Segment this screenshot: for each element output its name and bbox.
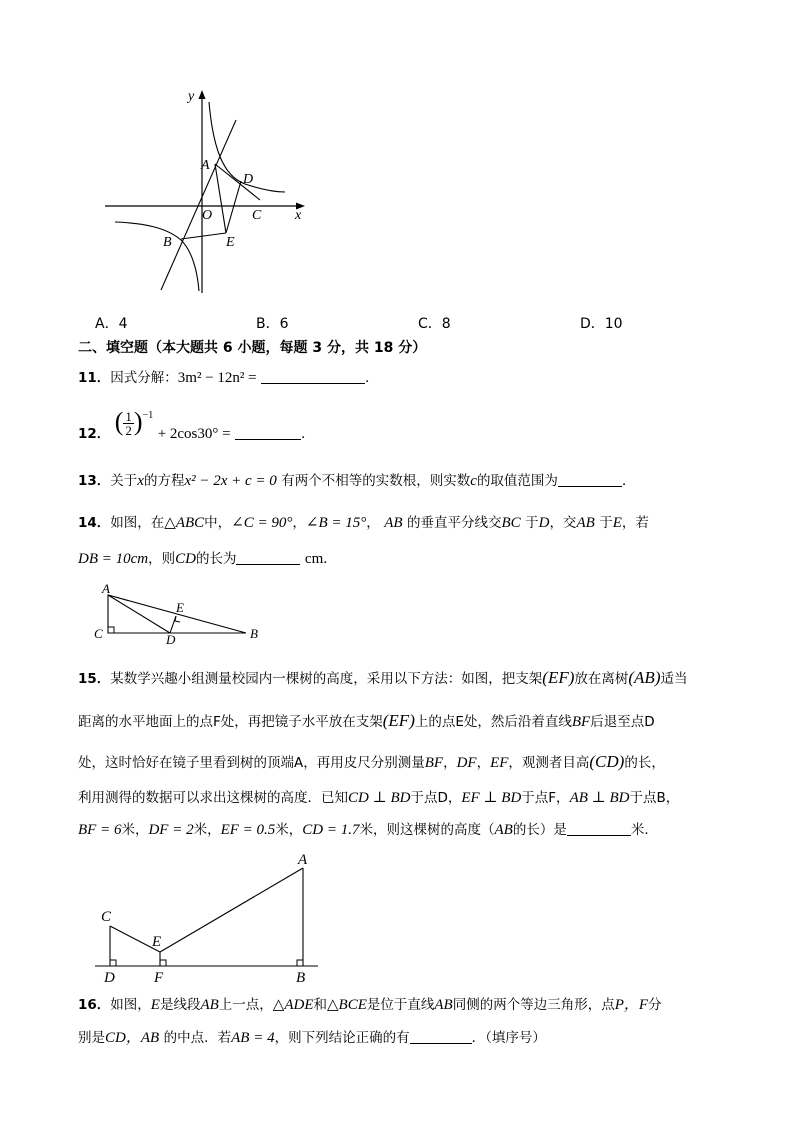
q14-angle-c: ∠C = 90° (231, 515, 293, 531)
q16-l2-cd: CD，AB (105, 1030, 160, 1046)
option-a: A．4 (95, 316, 128, 332)
q12-paren-close: ) (133, 407, 143, 436)
q13-t4: 的取值范围为 (476, 473, 558, 489)
q15-l5-i: 的长）是 (512, 822, 567, 838)
tree-mirror-figure (90, 848, 330, 988)
question-15 (78, 669, 687, 688)
q15-fig-b: B (296, 970, 306, 986)
q16-t7: 分 (648, 997, 662, 1013)
q15-l2-ef: (EF) (382, 711, 415, 730)
question-13 (78, 472, 635, 490)
label-a: A (201, 158, 210, 173)
label-e: E (226, 235, 235, 250)
q14-db: DB = 10cm (78, 551, 149, 567)
q13-var-x: x (137, 473, 144, 489)
q13-answer-blank[interactable] (558, 472, 622, 487)
q14-fig-d: D (166, 632, 176, 647)
q16-number: 16． (78, 997, 111, 1013)
q14-angle-b: ∠B = 15° (305, 515, 367, 531)
q16-t5: 是位于直线 (366, 997, 435, 1013)
q15-l5-g: CD = 1.7 (302, 822, 360, 838)
q13-end: ． (621, 473, 636, 489)
hyperbola-figure (105, 88, 315, 298)
q15-l2-b: 上的点E处，然后沿着直线 (414, 714, 572, 730)
q12-frac-box (123, 410, 134, 438)
q16-l2-t1: 别是 (78, 1030, 105, 1046)
q15-l4-b: 于点D， (410, 790, 462, 806)
option-d: D．10 (580, 316, 623, 332)
label-b: B (163, 235, 172, 250)
q11-expr: 3m² − 12n² = (177, 370, 257, 386)
q15-l3-e: 的长， (624, 755, 665, 771)
q15-answer-blank[interactable] (567, 821, 631, 836)
q15-l4-d: 于点F， (521, 790, 570, 806)
q15-l1-ef: (EF) (542, 668, 575, 687)
q11-end: ． (365, 370, 379, 386)
q14-fig-b: B (250, 626, 258, 641)
q15-l4: 利用测得的数据可以求出这棵树的高度．已知 (78, 790, 348, 806)
q15-l3-ef: EF (490, 755, 509, 771)
question-12 (78, 407, 315, 446)
q15-l3-cd: (CD) (589, 752, 625, 771)
q15-l3-b: ， (443, 755, 457, 771)
q15-l2: 距离的水平地面上的点F处，再把镜子水平放在支架 (78, 714, 383, 730)
option-b: B．6 (256, 316, 289, 332)
q11-text: 因式分解： (110, 370, 178, 386)
q15-l5-ab: AB (494, 822, 513, 838)
q14-e: E (612, 515, 622, 531)
q14-ab: AB (384, 515, 403, 531)
q15-l1: 某数学兴趣小组测量校园内一棵树的高度，采用以下方法：如图，把支架 (110, 671, 543, 687)
label-d: D (243, 172, 254, 187)
q16-t1: 如图， (110, 997, 151, 1013)
q15-l5-b: 米， (121, 822, 149, 838)
q16-l2-expr: AB = 4 (231, 1030, 275, 1046)
q13-t3: 有两个不相等的实数根，则实数 (281, 473, 471, 489)
q14-end: ． (323, 551, 337, 567)
q15-l5-f: 米， (275, 822, 303, 838)
q16-t3: 上一点， (218, 997, 273, 1013)
q14-t3: ， (366, 515, 380, 531)
q14-unit: cm (304, 551, 324, 567)
q15-l5-end: 米． (630, 822, 658, 838)
q16-pf: P，F (614, 997, 649, 1013)
q15-l2-c: 后退至点D (590, 714, 655, 730)
q14-answer-blank[interactable] (236, 550, 300, 565)
q16-l2-t2: 的中点．若 (163, 1030, 232, 1046)
q16-ab: AB (200, 997, 219, 1013)
q14-cd: CD (175, 551, 196, 567)
section-header: 二、填空题（本大题共 6 小题，每题 3 分，共 18 分） (78, 340, 427, 356)
q15-l5-a: BF = 6 (78, 822, 122, 838)
question-15-line5 (78, 821, 658, 839)
question-16 (78, 996, 662, 1014)
q16-bce: △BCE (327, 997, 367, 1013)
q16-answer-blank[interactable] (410, 1029, 472, 1044)
question-15-line2 (78, 712, 655, 731)
q15-l3-c: ， (476, 755, 491, 771)
q15-l3: 处，这时恰好在镜子里看到树的顶端A，再用皮尺分别测量 (78, 755, 425, 771)
question-16-line2 (78, 1029, 546, 1047)
q15-l5-h: 米，则这棵树的高度（ (359, 822, 495, 838)
q14-t8: ，若 (621, 515, 649, 531)
question-14 (78, 514, 649, 532)
q13-t1: 关于 (110, 473, 138, 489)
q15-l4-c: EF ⊥ BD (461, 790, 522, 806)
option-c: C．8 (418, 316, 451, 332)
q15-l2-bf: BF (571, 714, 591, 730)
triangle-abc-figure (90, 582, 270, 647)
q16-t4: 和 (313, 997, 327, 1013)
q15-l3-bf: BF (424, 755, 444, 771)
q15-fig-f: F (154, 970, 164, 986)
q14-fig-e: E (176, 600, 184, 615)
question-15-line4 (78, 789, 679, 807)
q14-ab2: AB (576, 515, 595, 531)
q14-fig-a: A (102, 582, 110, 596)
q14-l2-t2: 的长为 (195, 551, 237, 567)
q14-d: D (538, 515, 550, 531)
label-o: O (202, 208, 213, 223)
q14-fig-c: C (94, 626, 103, 641)
question-15-line3 (78, 753, 665, 772)
q14-l2-t1: ，则 (148, 551, 176, 567)
q15-l5-c: DF = 2 (148, 822, 194, 838)
q13-t2: 的方程 (143, 473, 185, 489)
q13-var-c: c (470, 473, 477, 489)
label-c: C (252, 208, 262, 223)
q15-fig-a: A (298, 852, 308, 868)
q12-answer-blank[interactable] (235, 425, 301, 440)
q16-l2-end: ．（填序号） (471, 1030, 546, 1046)
q13-expr: x² − 2x + c = 0 (184, 473, 277, 489)
q12-exponent: −1 (142, 410, 154, 422)
q11-number: 11． (78, 370, 111, 386)
q14-t4: 的垂直平分线交 (406, 515, 502, 531)
q15-fig-c: C (101, 909, 112, 925)
label-y: y (188, 89, 195, 104)
q14-t6: ，交 (549, 515, 577, 531)
q13-number: 13． (78, 473, 111, 489)
q16-e: E (150, 997, 160, 1013)
q14-t1: 如图，在 (110, 515, 165, 531)
q14-sep: ， (292, 515, 306, 531)
q16-ade: △ADE (272, 997, 314, 1013)
q15-l5-d: 米， (193, 822, 221, 838)
q16-t2: 是线段 (159, 997, 201, 1013)
q16-l2-t3: ，则下列结论正确的有 (274, 1030, 410, 1046)
q15-fig-e: E (152, 934, 162, 950)
q15-l1-b: 放在离树 (574, 671, 629, 687)
q15-number: 15． (78, 671, 111, 687)
q12-frac-den: 2 (125, 423, 132, 438)
q15-l4-e: AB ⊥ BD (569, 790, 630, 806)
q15-fig-d: D (104, 970, 115, 986)
q14-t2: 中， (204, 515, 232, 531)
q11-answer-blank[interactable] (261, 369, 365, 384)
q14-tri: △ABC (164, 515, 205, 531)
q14-t7: 于 (599, 515, 613, 531)
question-14-line2 (78, 550, 337, 568)
q16-t6: 同侧的两个等边三角形，点 (452, 997, 615, 1013)
q12-fraction: ( (114, 407, 124, 436)
q12-end: ． (301, 426, 315, 442)
q12-expr: + 2cos30° = (157, 426, 231, 442)
q15-l4-f: 于点B， (629, 790, 680, 806)
q16-ab2: AB (434, 997, 453, 1013)
q12-number: 12． (78, 426, 111, 442)
q15-l1-c: 适当 (660, 671, 688, 687)
q14-number: 14． (78, 515, 111, 531)
q12-frac-num: 1 (125, 409, 132, 424)
q15-l5-e: EF = 0.5 (220, 822, 276, 838)
question-11 (78, 369, 379, 387)
label-x: x (295, 208, 302, 223)
q15-l4-a: CD ⊥ BD (348, 790, 411, 806)
q14-t5: 于 (525, 515, 539, 531)
q15-l3-d: ，观测者目高 (508, 755, 590, 771)
q15-l1-ab: (AB) (628, 668, 661, 687)
q14-bc: BC (501, 515, 521, 531)
q15-l3-df: DF (456, 755, 477, 771)
